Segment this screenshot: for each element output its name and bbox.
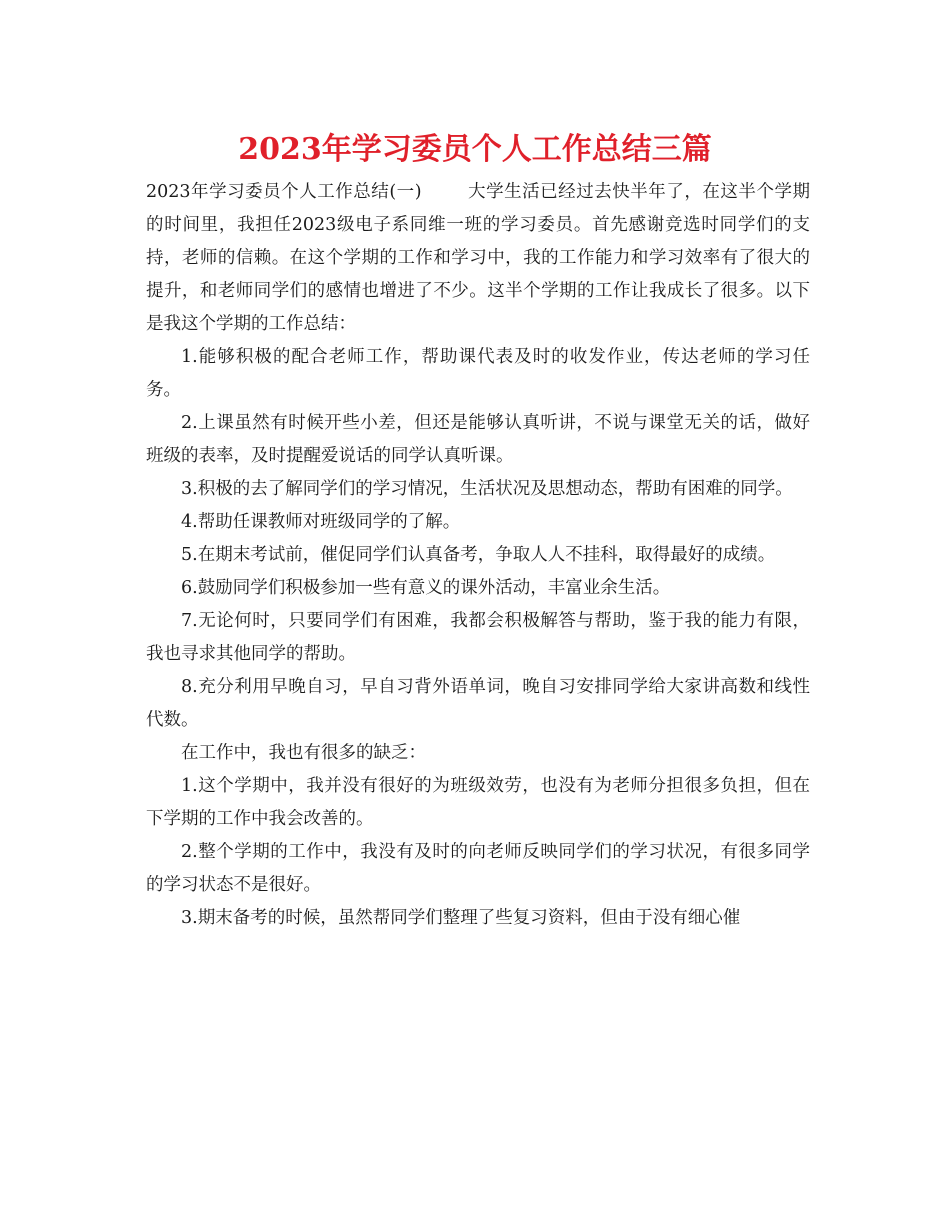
intro-paragraph: [146, 176, 810, 341]
achievement-item-2: 2.上课虽然有时候开些小差，但还是能够认真听讲，不说与课堂无关的话，做好班级的表率，及时提醒爱说话的同学认真听课。: [146, 413, 810, 466]
intro-text: 大学生活已经过去快半年了，在这半个学期的时间里，我担任2023级电子系同维一班的学习委员。首先感谢竞选时同学们的支持，老师的信赖。在这个学期的工作和学习中，我的工作能力和学习效率有了很大的提升，和老师同学们的感情也增进了不少。这半个学期的工作让我成长了很多。以下是我这个学期的工作总结：: [146, 182, 810, 334]
achievement-item-1: 1.能够积极的配合老师工作，帮助课代表及时的收发作业，传达老师的学习任务。: [146, 347, 810, 400]
achievement-item-4: 4.帮助任课教师对班级同学的了解。: [181, 512, 461, 532]
achievement-item-5: 5.在期末考试前，催促同学们认真备考，争取人人不挂科，取得最好的成绩。: [181, 545, 776, 565]
shortcoming-item-1: 1.这个学期中，我并没有很好的为班级效劳，也没有为老师分担很多负担，但在下学期的工作中我会改善的。: [146, 776, 810, 829]
shortcomings-heading: 在工作中，我也有很多的缺乏：: [181, 743, 426, 763]
achievement-item-7: 7.无论何时，只要同学们有困难，我都会积极解答与帮助，鉴于我的能力有限，我也寻求其他同学的帮助。: [146, 611, 810, 664]
document-body: [146, 176, 810, 935]
shortcoming-item-2: 2.整个学期的工作中，我没有及时的向老师反映同学们的学习状况，有很多同学的学习状态不是很好。: [146, 842, 810, 895]
achievement-item-3: 3.积极的去了解同学们的学习情况，生活状况及思想动态，帮助有困难的同学。: [181, 479, 793, 499]
achievement-item-8: 8.充分利用早晚自习，早自习背外语单词，晚自习安排同学给大家讲高数和线性代数。: [146, 677, 810, 730]
achievement-item-6: 6.鼓励同学们积极参加一些有意义的课外活动，丰富业余生活。: [181, 578, 671, 598]
document-title: 2023年学习委员个人工作总结三篇: [238, 132, 712, 167]
shortcoming-item-3: 3.期末备考的时候，虽然帮同学们整理了些复习资料，但由于没有细心催: [181, 908, 741, 928]
intro-heading: 2023年学习委员个人工作总结(一): [146, 182, 422, 202]
